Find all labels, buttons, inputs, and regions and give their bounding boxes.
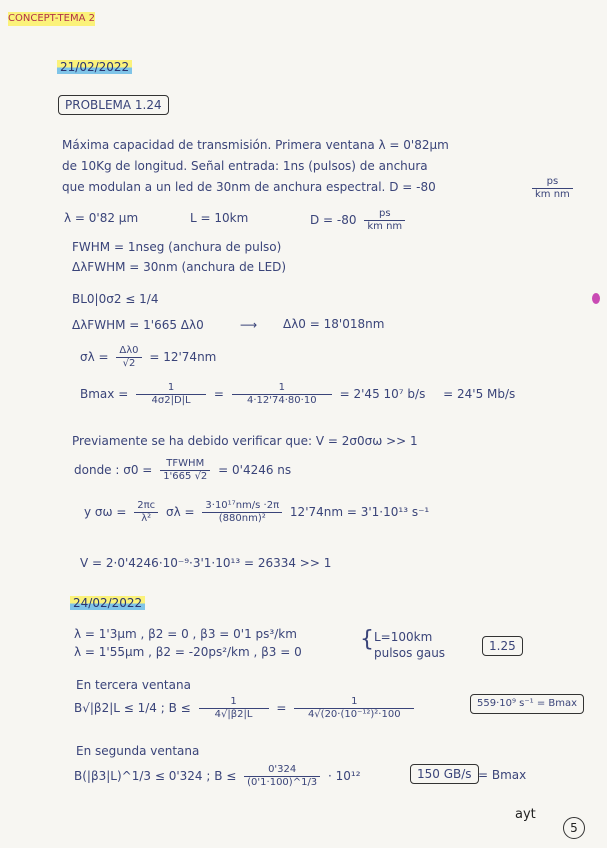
problem-title: PROBLEMA 1.24 [58, 95, 169, 115]
sigma-lambda: σλ = $\frac{\Delta\lambda 0}{√2}$ = 12'74nm [80, 345, 217, 369]
delta-line: ΔλFWHM = 30nm (anchura de LED) [72, 260, 287, 274]
second-window-label: En segunda ventana [76, 744, 200, 758]
statement-unit: $\frac{ps}{\text{km nm}}$ [528, 176, 577, 201]
third-window-result: 559·10⁹ s⁻¹ = Bmax [470, 694, 584, 714]
sigma0-equation: donde : σ0 = $\frac{\text{TFWHM}}{1'665 √2}$ = 0'4246 ns [74, 458, 292, 482]
page-number: 5 [563, 817, 585, 839]
problem-number-box: 1.25 [482, 636, 523, 656]
second-window-tail: = Bmax [478, 768, 527, 782]
bmax-equation: Bmax = $\frac{1}{4\sigma 2|D|L}$ = $\frac{1}{4\cdot 12'74\cdot 80\cdot 10}$ = 2'45 10⁷ b/s = 24'5 Mb/s [80, 382, 516, 406]
statement-line-2: de 10Kg de longitud. Señal entrada: 1ns (pulsos) de anchura [62, 159, 428, 173]
params-line-2: λ = 1'55μm , β2 = -20ps²/km , β3 = 0 [74, 645, 302, 659]
header-tag: CONCEPT-TEMA 2 [8, 13, 95, 24]
bl-condition: BL0|0σ2 ≤ 1/4 [72, 292, 159, 306]
date-2: 24/02/2022 [70, 596, 145, 610]
sigmaw-equation: y σω = $\frac{2\pi c}{\text{λ²}}$ σλ = $\frac{\text{3·10¹⁷nm/s ·2π}}{\text{(880nm)²}}$ 12'74nm = 3'1·10¹³ s⁻¹ [84, 500, 430, 524]
brace-note-1: L=100km [374, 630, 433, 644]
params-line-1: λ = 1'3μm , β2 = 0 , β3 = 0'1 ps³/km [74, 627, 297, 641]
statement-line-3: que modulan a un led de 30nm de anchura espectral. D = -80 [62, 180, 436, 194]
dl-relation: ΔλFWHM = 1'665 Δλ0 [72, 318, 204, 332]
arrow-icon: ⟶ [240, 318, 258, 332]
second-window-result: 150 GB/s [410, 764, 479, 784]
brace-icon: { [360, 627, 374, 652]
dl-result: Δλ0 = 18'018nm [283, 317, 385, 331]
v-result: V = 2·0'4246·10⁻⁹·3'1·10¹³ = 26334 >> 1 [80, 556, 332, 570]
brace-note-2: pulsos gaus [374, 646, 446, 660]
given-length: L = 10km [190, 211, 249, 225]
verify-line: Previamente se ha debido verificar que: V = 2σ0σω >> 1 [72, 434, 418, 448]
date-1: 21/02/2022 [57, 60, 132, 74]
given-lambda: λ = 0'82 μm [64, 211, 139, 225]
ink-dot [592, 293, 600, 304]
third-window-equation: B√|β2|L ≤ 1/4 ; B ≤ $\frac{1}{4√|\beta 2|L}$ = $\frac{1}{\text{4√(20·(10⁻¹²)²·100}}$ [74, 696, 418, 721]
given-dispersion: D = -80 $\frac{ps}{\text{km nm}}$ [310, 208, 409, 233]
third-window-label: En tercera ventana [76, 678, 191, 692]
second-window-equation: B(|β3|L)^1/3 ≤ 0'324 ; B ≤ $\frac{0'324}{(0'1\cdot 100)\^{}1/3}$ · 10¹² [74, 764, 361, 788]
footer-text: ayt [515, 807, 536, 822]
statement-line-1: Máxima capacidad de transmisión. Primera ventana λ = 0'82μm [62, 138, 449, 152]
fwhm-line: FWHM = 1nseg (anchura de pulso) [72, 240, 282, 254]
